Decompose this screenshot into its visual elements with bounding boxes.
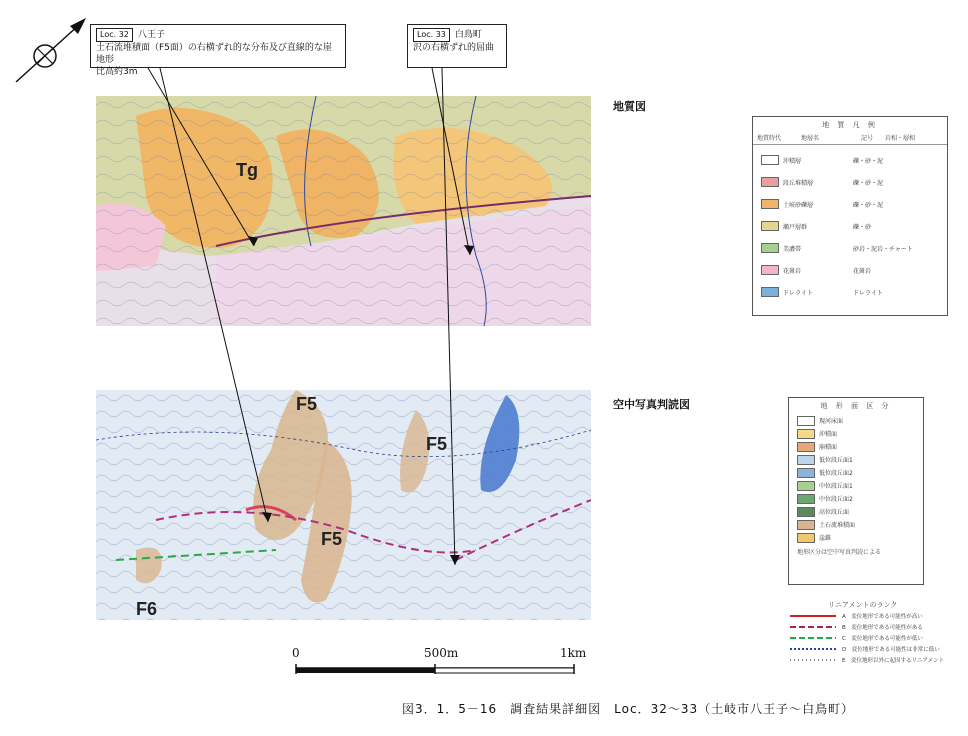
landform-legend bbox=[788, 397, 924, 585]
lineament-title: リニアメントのランク bbox=[828, 601, 898, 609]
legend-header: 地層名 bbox=[801, 135, 820, 142]
legend-row bbox=[789, 453, 923, 466]
legend-desc: ドレライト bbox=[853, 289, 883, 297]
place-name: 白鳥町 bbox=[454, 30, 482, 40]
legend-label: ドレライト bbox=[783, 289, 813, 297]
legend-row bbox=[753, 215, 947, 237]
map-label-f5: F5 bbox=[296, 394, 318, 414]
geology-map-title: 地質図 bbox=[613, 100, 646, 113]
scale-label-zero: 0 bbox=[292, 646, 300, 660]
lineament-legend bbox=[788, 600, 958, 670]
legend-desc: 花崗岩 bbox=[853, 267, 872, 275]
legend-label: 花崗岩 bbox=[783, 267, 802, 275]
legend-row bbox=[789, 531, 923, 544]
legend-swatch bbox=[797, 533, 815, 543]
scale-bar bbox=[290, 662, 580, 682]
legend-desc: 礫・砂・泥 bbox=[853, 201, 884, 209]
legend-desc: 礫・砂・泥 bbox=[853, 157, 884, 165]
legend-header: 地質時代 bbox=[757, 135, 782, 142]
legend-label: 段丘堆積層 bbox=[783, 179, 814, 187]
map-label-f5: F5 bbox=[321, 529, 343, 549]
legend-row bbox=[789, 427, 923, 440]
legend-row bbox=[789, 440, 923, 453]
legend-swatch bbox=[761, 287, 779, 297]
legend-label: 高位段丘面 bbox=[819, 509, 850, 516]
legend-label: 崩積面 bbox=[819, 444, 838, 451]
legend-label: 崖錐 bbox=[819, 535, 832, 542]
scale-label-end: 1km bbox=[560, 646, 587, 660]
legend-row bbox=[753, 237, 947, 259]
legend-swatch bbox=[761, 243, 779, 253]
legend-label: 沖積層 bbox=[783, 157, 802, 165]
legend-label: 土岐砂礫層 bbox=[783, 201, 814, 209]
legend-swatch bbox=[761, 177, 779, 187]
lineament-desc: A 変位地形である可能性が高い bbox=[842, 614, 923, 620]
legend-desc: 砂岩・泥岩・チャート bbox=[853, 245, 913, 253]
legend-swatch bbox=[761, 265, 779, 275]
legend-row bbox=[753, 281, 947, 303]
legend-row bbox=[753, 193, 947, 215]
legend-header: 岩相・層相 bbox=[885, 135, 916, 142]
legend-row bbox=[753, 259, 947, 281]
legend-desc: 礫・砂・泥 bbox=[853, 179, 884, 187]
legend-desc: 礫・砂 bbox=[853, 223, 872, 231]
legend-row bbox=[789, 492, 923, 505]
legend-swatch bbox=[797, 455, 815, 465]
legend-label: 沖積面 bbox=[819, 431, 838, 438]
legend-swatch bbox=[797, 481, 815, 491]
legend-row bbox=[753, 149, 947, 171]
scale-label-mid: 500m bbox=[424, 646, 459, 660]
legend-label: 現河床面 bbox=[819, 418, 844, 425]
legend-swatch bbox=[797, 520, 815, 530]
legend-swatch bbox=[761, 155, 779, 165]
legend-row bbox=[789, 414, 923, 427]
legend-row bbox=[753, 171, 947, 193]
legend-swatch bbox=[761, 221, 779, 231]
lineament-desc: B 変位地形である可能性がある bbox=[842, 625, 923, 631]
legend-swatch bbox=[761, 199, 779, 209]
legend-label: 中位段丘面1 bbox=[819, 483, 853, 490]
map-label-f6: F6 bbox=[136, 599, 158, 619]
legend-label: 中位段丘面2 bbox=[819, 496, 853, 503]
legend-label: 土石流堆積面 bbox=[819, 522, 856, 529]
lineament-desc: D 変位地形である可能性は非常に低い bbox=[842, 647, 940, 653]
aerial-map-title: 空中写真判読図 bbox=[613, 398, 690, 411]
legend-row bbox=[789, 505, 923, 518]
legend-row bbox=[789, 518, 923, 531]
lineament-desc: C 変位地形である可能性が低い bbox=[842, 636, 923, 642]
legend-label: 瀬戸層群 bbox=[783, 223, 808, 231]
map-label-tg: Tg bbox=[236, 160, 258, 180]
legend-swatch bbox=[797, 507, 815, 517]
legend-label: 低位段丘面2 bbox=[819, 470, 853, 477]
lineament-desc: E 変位地形以外に起因するリニアメント bbox=[842, 658, 945, 664]
callout-text: 土石流堆積面（F5面）の右横ずれ的な分布及び直線的な崖地形 bbox=[96, 43, 332, 65]
lineament-symbols bbox=[788, 610, 958, 670]
legend-title: 地 形 面 区 分 bbox=[820, 402, 892, 410]
legend-swatch bbox=[797, 416, 815, 426]
loc-tag: Loc. 33 bbox=[413, 28, 450, 42]
legend-title: 地 質 凡 例 bbox=[822, 121, 878, 129]
callout-text: 比高約3m bbox=[96, 67, 138, 77]
map-label-f5: F5 bbox=[426, 434, 448, 454]
legend-header: 記号 bbox=[861, 135, 874, 142]
place-name: 八王子 bbox=[137, 30, 165, 40]
legend-row bbox=[789, 466, 923, 479]
legend-label: 低位段丘面1 bbox=[819, 457, 853, 464]
legend-swatch bbox=[797, 468, 815, 478]
legend-note: 地形区分は空中写真判読による bbox=[797, 549, 882, 556]
geology-legend bbox=[752, 116, 948, 316]
loc-tag: Loc. 32 bbox=[96, 28, 133, 42]
callout-text: 沢の右横ずれ的屈曲 bbox=[413, 43, 495, 53]
figure-caption: 図3．1．5－16 調査結果詳細図 Loc．32～33（土岐市八王子～白鳥町） bbox=[402, 702, 855, 716]
legend-row bbox=[789, 479, 923, 492]
legend-swatch bbox=[797, 442, 815, 452]
legend-label: 美濃帯 bbox=[783, 245, 802, 253]
legend-swatch bbox=[797, 429, 815, 439]
legend-swatch bbox=[797, 494, 815, 504]
